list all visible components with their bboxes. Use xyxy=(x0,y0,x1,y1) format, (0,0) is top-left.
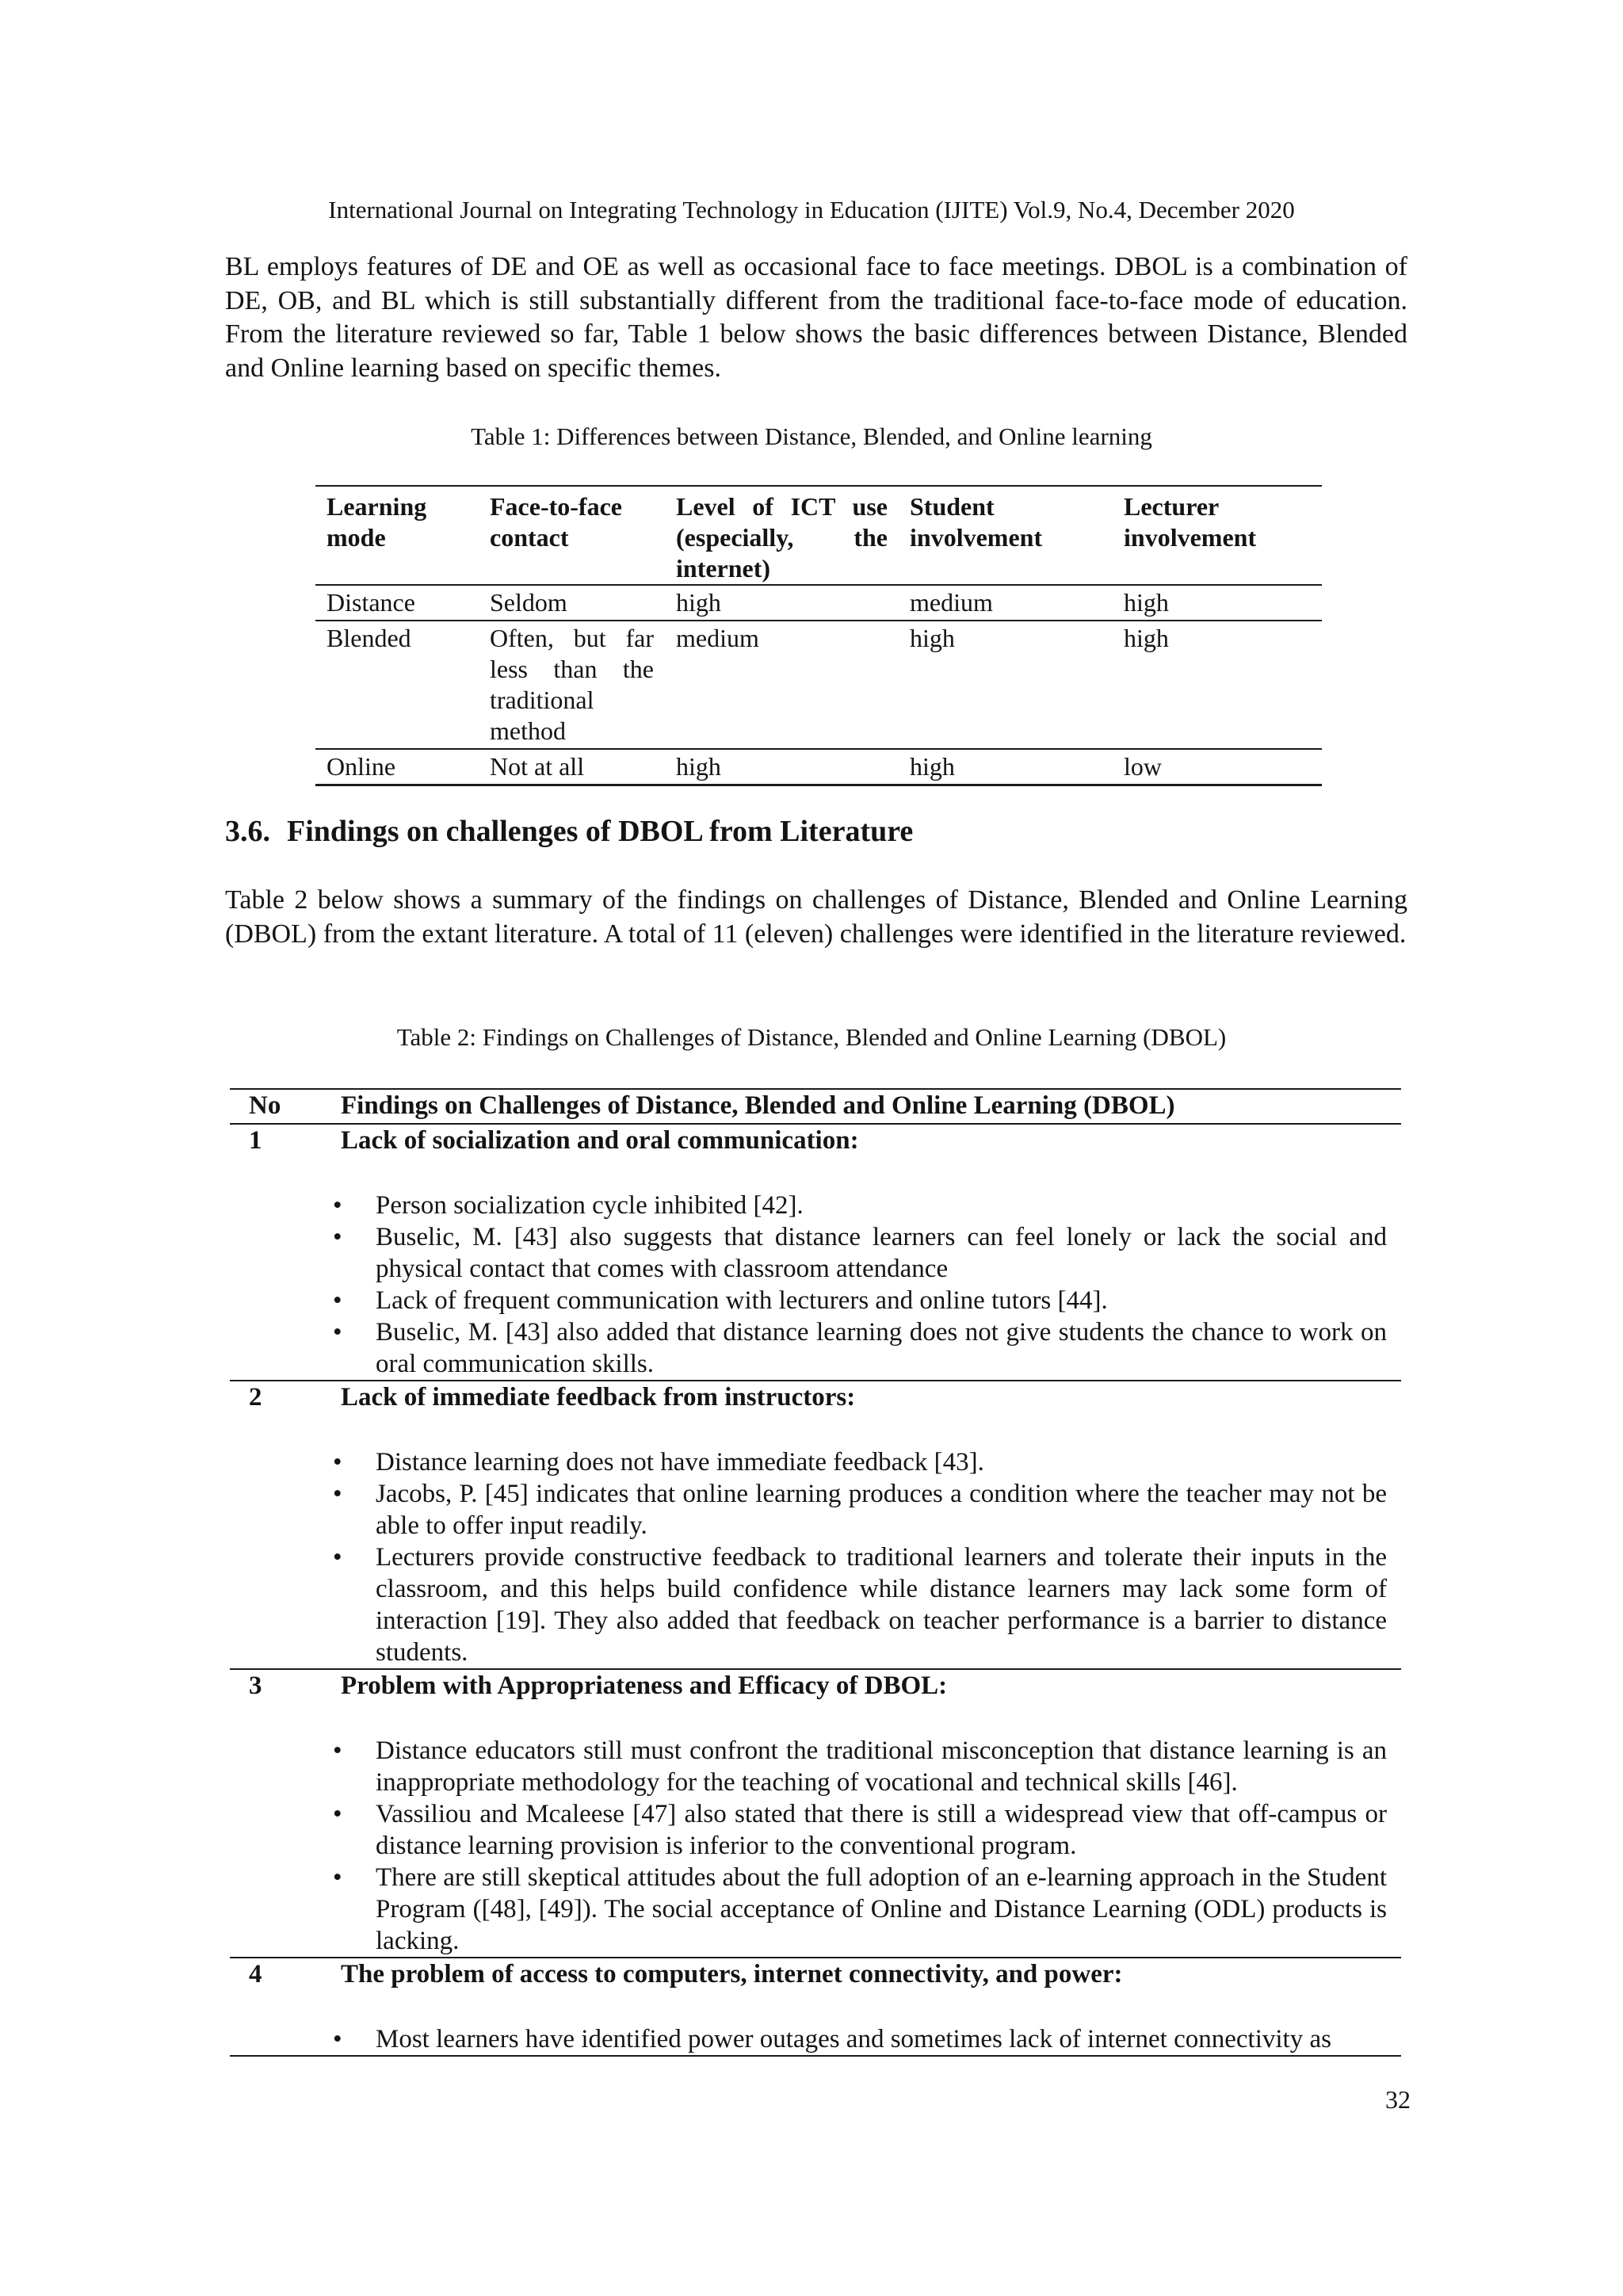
table2-group-title: The problem of access to computers, internet connectivity, and power: xyxy=(341,1960,1123,1988)
table1-cell: medium xyxy=(899,585,1113,621)
bullet-text: Distance learning does not have immediate feedback [43]. xyxy=(376,1448,984,1477)
bullet-icon: • xyxy=(333,1223,342,1251)
bullet-text: Jacobs, P. [45] indicates that online learning produces a condition where the teacher may not be able to offer input readily. xyxy=(376,1480,1387,1540)
bullet-icon: • xyxy=(333,1480,342,1508)
table2-bullet-item xyxy=(230,1541,1401,1668)
bullet-icon: • xyxy=(333,1863,342,1892)
bullet-icon: • xyxy=(333,1286,342,1315)
table2-bullet-item xyxy=(230,1735,1401,1798)
table1-cell: Often, but far less than the traditional method xyxy=(479,621,665,749)
table2-bullet-item xyxy=(230,1316,1401,1380)
running-header: International Journal on Integrating Technology in Education (IJITE) Vol.9, No.4, December 2020 xyxy=(328,196,1295,223)
bullet-text: Lecturers provide constructive feedback to traditional learners and tolerate their inputs in the classroom, and this helps build confidence while distance learners may lack some form of interaction [19]. They also added that feedback on teacher performance is a barrier to distance students. xyxy=(376,1543,1387,1667)
bullet-text: Most learners have identified power outages and sometimes lack of internet connectivity as xyxy=(376,2025,1331,2053)
table1-cell: high xyxy=(899,621,1113,749)
bullet-icon: • xyxy=(333,1800,342,1828)
table2-group-number: 2 xyxy=(249,1383,262,1412)
table2-bullet-item xyxy=(230,1446,1401,1478)
table2-group-heading xyxy=(230,1125,1401,1158)
table1-cell: Blended xyxy=(315,621,479,749)
table2-bullet-item xyxy=(230,1221,1401,1285)
table1-row xyxy=(315,585,1322,621)
section-number: 3.6. xyxy=(225,815,270,848)
table2-bullet-item xyxy=(230,1862,1401,1957)
bullet-text: Buselic, M. [43] also added that distance learning does not give students the chance to work on oral communication skills. xyxy=(376,1318,1387,1378)
table1-cell: Not at all xyxy=(479,749,665,785)
table2-group-heading xyxy=(230,1381,1401,1415)
bullet-text: Person socialization cycle inhibited [42]. xyxy=(376,1191,804,1220)
bullet-text: Distance educators still must confront the traditional misconception that distance learning is an inappropriate methodology for the teaching of vocational and technical skills [46]. xyxy=(376,1736,1387,1797)
table1-cell: Distance xyxy=(315,585,479,621)
table2-group xyxy=(230,1125,1401,1381)
table2-bullet-item xyxy=(230,1285,1401,1316)
table1-cell: high xyxy=(899,749,1113,785)
table1-caption: Table 1: Differences between Distance, Blended, and Online learning xyxy=(471,422,1152,450)
table2-group xyxy=(230,1958,1401,2057)
table1-cell: medium xyxy=(665,621,899,749)
table2-header-row xyxy=(230,1088,1401,1125)
intro-paragraph: BL employs features of DE and OE as well as occasional face to face meetings. DBOL is a combination of DE, OB, and BL which is still substantially different from the traditional face-to-face mode of education. From the literature reviewed so far, Table 1 below shows the basic differences between Distance, Blended and Online learning based on specific themes. xyxy=(225,252,1407,383)
bullet-icon: • xyxy=(333,1448,342,1477)
table1-header-cell: Learning mode xyxy=(315,486,479,585)
table2-header-no: No xyxy=(249,1091,281,1120)
table2 xyxy=(230,1088,1401,2057)
section-paragraph: Table 2 below shows a summary of the findings on challenges of Distance, Blended and Online Learning (DBOL) from the extant literature. A total of 11 (eleven) challenges were identified in the literature reviewed. xyxy=(225,885,1407,949)
bullet-icon: • xyxy=(333,1736,342,1765)
table1-cell: Seldom xyxy=(479,585,665,621)
table1-cell: high xyxy=(1113,621,1322,749)
bullet-icon: • xyxy=(333,1318,342,1347)
table2-group-number: 4 xyxy=(249,1960,262,1988)
section-heading xyxy=(225,812,913,850)
table2-bullet-list xyxy=(230,1735,1401,1957)
table1-header-cell: Student involvement xyxy=(899,486,1113,585)
table2-bullet-list xyxy=(230,1190,1401,1380)
bullet-icon: • xyxy=(333,2025,342,2053)
table2-bullet-item xyxy=(230,2023,1401,2055)
table2-group-heading xyxy=(230,1958,1401,1992)
bullet-icon: • xyxy=(333,1543,342,1572)
table1-cell: high xyxy=(665,585,899,621)
table1-row xyxy=(315,749,1322,785)
bullet-text: Vassiliou and Mcaleese [47] also stated that there is still a widespread view that off-campus or distance learning provision is inferior to the conventional program. xyxy=(376,1800,1387,1860)
bullet-text: Lack of frequent communication with lecturers and online tutors [44]. xyxy=(376,1286,1108,1315)
table2-group-number: 1 xyxy=(249,1126,262,1155)
table2-group xyxy=(230,1381,1401,1670)
page-number: 32 xyxy=(1385,2085,1411,2114)
table1-header-cell: Lecturer involvement xyxy=(1113,486,1322,585)
table2-group-title: Problem with Appropriateness and Efficacy of DBOL: xyxy=(341,1671,948,1700)
table2-caption: Table 2: Findings on Challenges of Distance, Blended and Online Learning (DBOL) xyxy=(396,1023,1227,1051)
table1-row xyxy=(315,621,1322,749)
table1-header-cell: Face-to-face contact xyxy=(479,486,665,585)
bullet-text: Buselic, M. [43] also suggests that distance learners can feel lonely or lack the social and physical contact that comes with classroom attendance xyxy=(376,1223,1387,1283)
table2-group xyxy=(230,1670,1401,1958)
table2-bullet-item xyxy=(230,1798,1401,1862)
table1-header-cell: Level of ICT use (especially, the internet) xyxy=(665,486,899,585)
table2-bullet-item xyxy=(230,1478,1401,1541)
table2-group-title: Lack of immediate feedback from instructors: xyxy=(341,1383,856,1412)
table2-bullet-list xyxy=(230,2023,1401,2055)
table2-group-heading xyxy=(230,1670,1401,1703)
table1-cell: Online xyxy=(315,749,479,785)
bullet-text: There are still skeptical attitudes about the full adoption of an e-learning approach in the Student Program ([48], [49]). The social acceptance of Online and Distance Learning (ODL) products is lacking. xyxy=(376,1863,1387,1955)
table1-header-row xyxy=(315,486,1322,585)
table1-cell: low xyxy=(1113,749,1322,785)
table1 xyxy=(315,485,1322,786)
table1-cell: high xyxy=(665,749,899,785)
table2-bullet-list xyxy=(230,1446,1401,1668)
table2-header-title: Findings on Challenges of Distance, Blended and Online Learning (DBOL) xyxy=(341,1091,1175,1120)
table1-cell: high xyxy=(1113,585,1322,621)
table2-bullet-item xyxy=(230,1190,1401,1221)
table2-group-number: 3 xyxy=(249,1671,262,1700)
table2-group-title: Lack of socialization and oral communication: xyxy=(341,1126,859,1155)
section-title: Findings on challenges of DBOL from Literature xyxy=(287,815,914,848)
bullet-icon: • xyxy=(333,1191,342,1220)
